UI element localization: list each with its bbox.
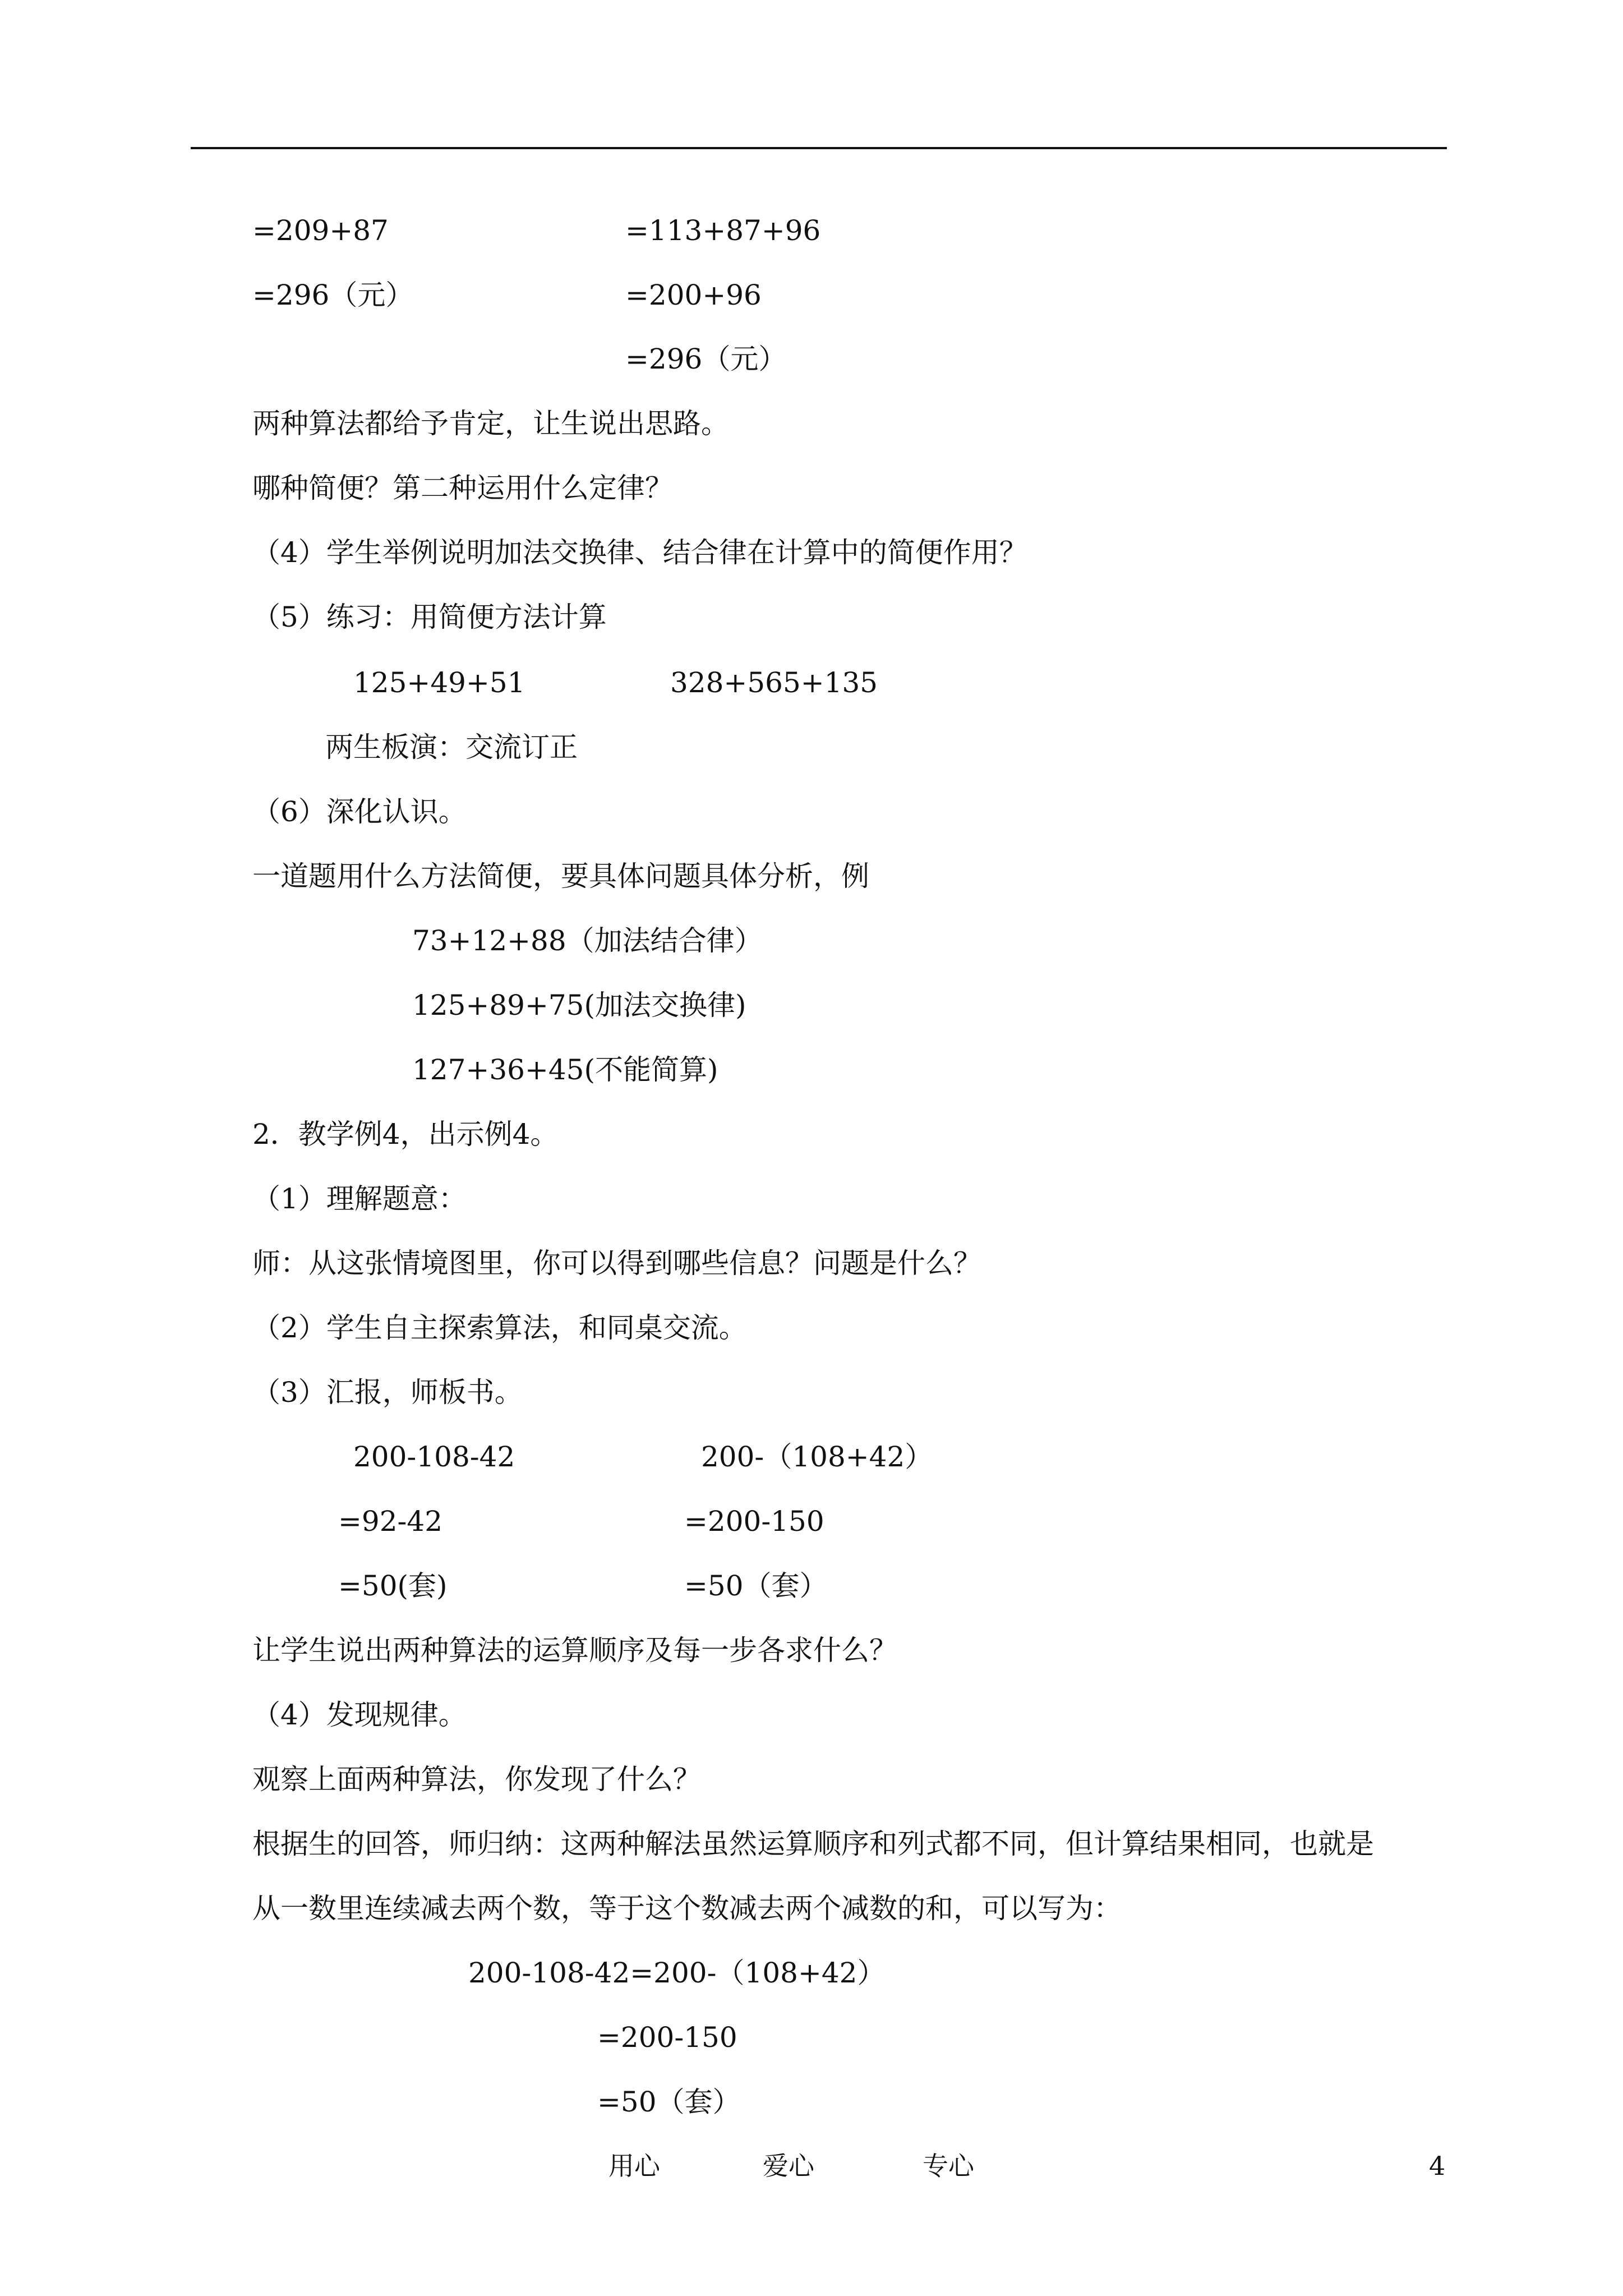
paragraph: 哪种简便？第二种运用什么定律？	[252, 472, 673, 504]
calc-line: =209+87	[252, 214, 389, 247]
paragraph: 从一数里连续减去两个数，等于这个数减去两个减数的和，可以写为：	[252, 1892, 1122, 1925]
paragraph: （1）理解题意：	[252, 1182, 467, 1215]
header-rule	[191, 147, 1447, 149]
footer-word: 专心	[923, 2151, 974, 2181]
page-number: 4	[1429, 2151, 1446, 2181]
paragraph: （5）练习：用简便方法计算	[252, 601, 607, 633]
calc-line: =50（套）	[684, 1570, 828, 1602]
section-heading: 2．教学例4，出示例4。	[252, 1118, 559, 1151]
rule-formula: =200-150	[597, 2021, 737, 2054]
calc-line: =200+96	[625, 279, 762, 311]
paragraph: （3）汇报，师板书。	[252, 1376, 523, 1409]
example-expression: 73+12+88（加法结合律）	[412, 924, 763, 957]
exercise-expression: 125+49+51	[353, 666, 525, 699]
footer-word: 用心	[608, 2151, 660, 2181]
calc-line: =113+87+96	[625, 214, 821, 247]
paragraph: （4）发现规律。	[252, 1699, 467, 1731]
footer-word: 爱心	[763, 2151, 814, 2181]
exercise-expression: 328+565+135	[670, 666, 878, 699]
rule-formula: =50（套）	[597, 2086, 741, 2118]
paragraph: （4）学生举例说明加法交换律、结合律在计算中的简便作用？	[252, 536, 1027, 569]
paragraph: 一道题用什么方法简便，要具体问题具体分析，例	[252, 860, 869, 892]
rule-formula: 200-108-42=200-（108+42）	[468, 1957, 886, 1989]
paragraph: 两生板演：交流订正	[325, 731, 578, 763]
calc-line: 200-108-42	[353, 1441, 515, 1473]
paragraph: 根据生的回答，师归纳：这两种解法虽然运算顺序和列式都不同，但计算结果相同，也就是	[252, 1828, 1374, 1860]
calc-line: 200-（108+42）	[701, 1441, 933, 1473]
calc-line: =50(套)	[338, 1570, 448, 1602]
paragraph: 让学生说出两种算法的运算顺序及每一步各求什么？	[252, 1634, 897, 1667]
calc-line: =296（元）	[252, 279, 414, 311]
example-expression: 127+36+45(不能简算)	[412, 1053, 718, 1086]
paragraph: 师：从这张情境图里，你可以得到哪些信息？问题是什么？	[252, 1247, 981, 1280]
paragraph: 两种算法都给予肯定，让生说出思路。	[252, 407, 729, 440]
example-expression: 125+89+75(加法交换律)	[412, 989, 746, 1022]
calc-line: =296（元）	[625, 343, 787, 375]
calc-line: =200-150	[684, 1505, 824, 1538]
calc-line: =92-42	[338, 1505, 443, 1538]
paragraph: 观察上面两种算法，你发现了什么？	[252, 1763, 701, 1796]
paragraph: （6）深化认识。	[252, 795, 467, 828]
paragraph: （2）学生自主探索算法，和同桌交流。	[252, 1312, 747, 1344]
